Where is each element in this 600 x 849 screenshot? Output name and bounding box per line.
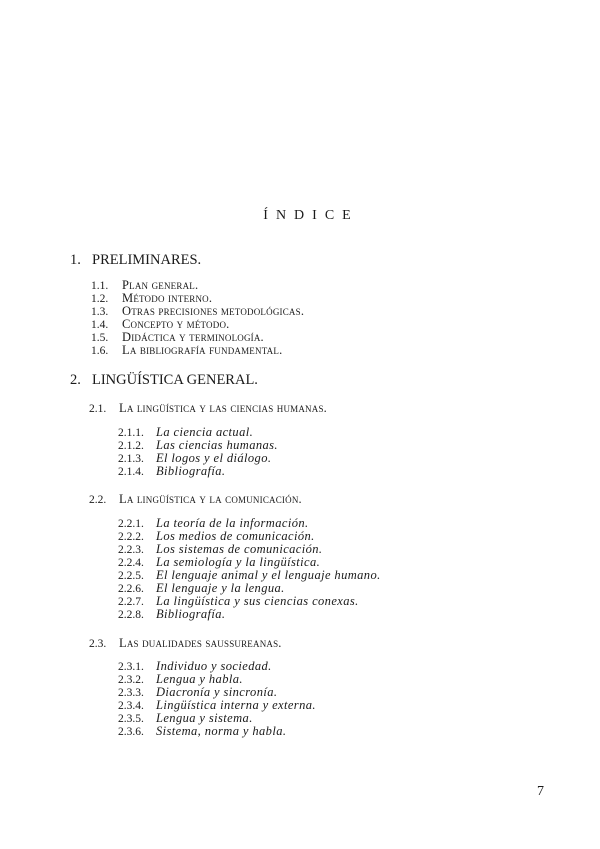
section-number: 2.3. <box>89 638 107 650</box>
item-label: La bibliografía fundamental. <box>122 343 283 357</box>
item-number: 2.1.4. <box>118 466 144 478</box>
item-label: Diacronía y sincronía. <box>156 685 278 699</box>
item-label: Lingüística interna y externa. <box>156 698 316 712</box>
item-number: 2.2.4. <box>118 557 144 569</box>
item-label: La lingüística y sus ciencias conexas. <box>156 594 359 608</box>
item-label: Bibliografía. <box>156 464 226 478</box>
chapter-title: PRELIMINARES. <box>92 252 202 268</box>
item-label: El lenguaje y la lengua. <box>156 581 285 595</box>
item-number: 2.3.1. <box>118 661 144 673</box>
item-number: 2.2.8. <box>118 609 144 621</box>
chapter-heading <box>70 372 258 389</box>
item-label: El logos y el diálogo. <box>156 451 272 465</box>
item-number: 2.2.6. <box>118 583 144 595</box>
item-label: Bibliografía. <box>156 607 226 621</box>
item-number: 2.3.6. <box>118 726 144 738</box>
chapter-number: 2. <box>70 372 81 388</box>
item-number: 1.1. <box>91 280 109 292</box>
item-number: 2.2.3. <box>118 544 144 556</box>
item-label: Los sistemas de comunicación. <box>156 542 323 556</box>
page-title: ÍNDICE <box>263 208 359 223</box>
section-heading <box>89 636 282 651</box>
item-number: 2.1.1. <box>118 427 144 439</box>
item-label: Lengua y sistema. <box>156 711 253 725</box>
item-number: 2.3.2. <box>118 674 144 686</box>
chapter-1-items <box>91 279 304 357</box>
item-number: 2.2.5. <box>118 570 144 582</box>
item-label: Individuo y sociedad. <box>156 659 272 673</box>
section-heading <box>89 401 327 416</box>
item-label: Plan general. <box>122 278 199 292</box>
item-label: Las ciencias humanas. <box>156 438 278 452</box>
section-title: Las dualidades saussureanas. <box>119 636 282 650</box>
list-item <box>118 465 278 478</box>
section-2-3-items <box>118 660 316 738</box>
section-2-1-items <box>118 426 278 478</box>
list-item <box>118 725 316 738</box>
item-label: Didáctica y terminología. <box>122 330 264 344</box>
item-label: Los medios de comunicación. <box>156 529 315 543</box>
section-2-2-items <box>118 517 381 621</box>
item-number: 1.5. <box>91 332 109 344</box>
item-number: 2.3.3. <box>118 687 144 699</box>
item-label: Otras precisiones metodológicas. <box>122 304 305 318</box>
item-number: 1.4. <box>91 319 109 331</box>
item-number: 1.3. <box>91 306 109 318</box>
list-item <box>91 344 304 357</box>
item-number: 2.1.2. <box>118 440 144 452</box>
chapter-number: 1. <box>70 252 81 268</box>
item-number: 2.2.1. <box>118 518 144 530</box>
item-number: 2.3.4. <box>118 700 144 712</box>
item-label: Concepto y método. <box>122 317 230 331</box>
section-title: La lingüística y las ciencias humanas. <box>119 401 327 415</box>
item-number: 2.1.3. <box>118 453 144 465</box>
section-number: 2.2. <box>89 494 107 506</box>
item-number: 2.3.5. <box>118 713 144 725</box>
item-label: Lengua y habla. <box>156 672 243 686</box>
item-number: 1.2. <box>91 293 109 305</box>
item-number: 2.2.2. <box>118 531 144 543</box>
item-label: La ciencia actual. <box>156 425 254 439</box>
item-label: La semiología y la lingüística. <box>156 555 321 569</box>
item-label: Método interno. <box>122 291 213 305</box>
section-number: 2.1. <box>89 403 107 415</box>
item-number: 1.6. <box>91 345 109 357</box>
list-item <box>118 608 381 621</box>
chapter-heading <box>70 252 201 269</box>
section-title: La lingüística y la comunicación. <box>119 492 302 506</box>
item-label: La teoría de la información. <box>156 516 309 530</box>
section-heading <box>89 492 302 507</box>
item-label: Sistema, norma y habla. <box>156 724 287 738</box>
page-number: 7 <box>537 784 544 799</box>
item-number: 2.2.7. <box>118 596 144 608</box>
chapter-title: LINGÜÍSTICA GENERAL. <box>92 372 258 388</box>
item-label: El lenguaje animal y el lenguaje humano. <box>156 568 381 582</box>
